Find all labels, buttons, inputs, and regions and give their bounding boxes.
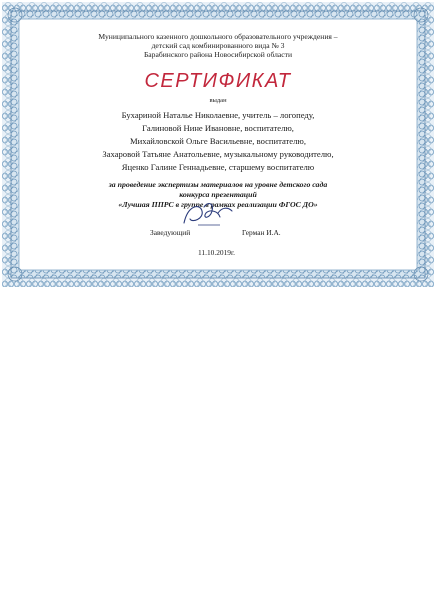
issue-date: 11.10.2019г. [198,248,236,257]
head-label: Заведующий [150,228,191,237]
reason-line-1: за проведение экспертизы материалов на уровне детского сада [108,180,328,189]
organization-line-1: Муниципального казенного дошкольного образовательного учреждения – [98,32,338,41]
reason-line-3: «Лучшая ППРС в группе в рамках реализации ФГОС ДО» [118,200,318,209]
reason-line-2: конкурса презентаций [179,190,257,199]
recipient-line-1: Бухариной Наталье Николаевне, учитель – логопеду, [121,110,315,120]
recipient-line-3: Михайловской Ольге Васильевне, воспитателю, [130,136,306,146]
organization-line-3: Барабинского района Новосибирской области [143,50,293,59]
recipient-line-2: Галиновой Нине Ивановне, воспитателю, [142,123,294,133]
recipient-line-4: Захаровой Татьяне Анатольевне, музыкальному руководителю, [102,149,334,159]
signature-image [178,197,238,231]
head-name: Герман И.А. [242,228,281,237]
organization-line-2: детский сад комбинированного вида № 3 [151,41,285,50]
certificate [2,2,434,287]
blank-page-area [0,289,436,600]
certificate-title: СЕРТИФИКАТ [144,70,292,92]
recipient-line-5: Яценко Галине Геннадьевне, старшему воспитателю [121,162,315,172]
issued-label: выдан [209,97,227,104]
